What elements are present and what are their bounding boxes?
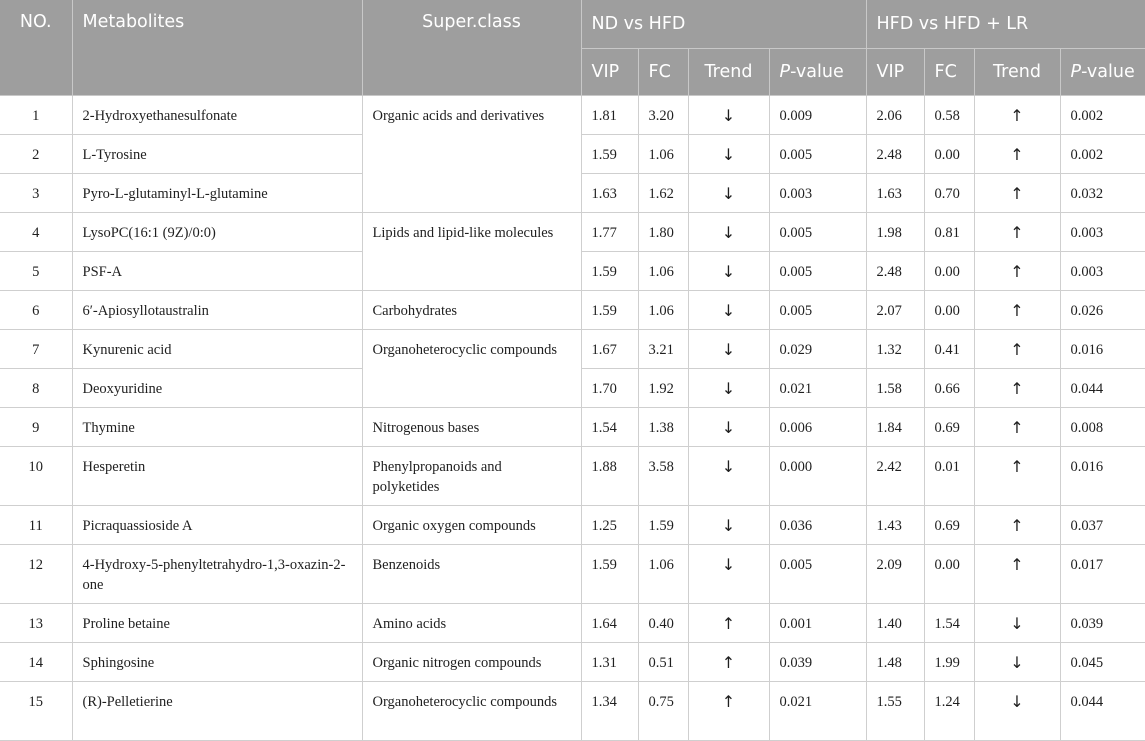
lr-fc: 0.70: [924, 174, 974, 213]
metabolite-name: Deoxyuridine: [72, 369, 362, 408]
nd-fc: 1.06: [638, 135, 688, 174]
nd-vip: 1.31: [581, 643, 638, 682]
lr-p-value: 0.002: [1060, 135, 1145, 174]
header-no: NO.: [0, 0, 72, 96]
nd-fc: 1.92: [638, 369, 688, 408]
nd-trend-arrow: ↑: [688, 682, 769, 741]
row-no: 10: [0, 447, 72, 506]
nd-fc: 1.80: [638, 213, 688, 252]
table-body: [0, 96, 1145, 741]
nd-fc: 1.06: [638, 545, 688, 604]
nd-fc: 0.75: [638, 682, 688, 741]
lr-fc: 0.66: [924, 369, 974, 408]
metabolite-name: 2-Hydroxyethanesulfonate: [72, 96, 362, 135]
nd-trend-arrow: ↑: [688, 643, 769, 682]
lr-p-value: 0.037: [1060, 506, 1145, 545]
lr-trend-arrow: ↓: [974, 682, 1060, 741]
header-group-hfd-vs-hfd-lr: HFD vs HFD + LR: [866, 0, 1145, 49]
nd-p-value: 0.003: [769, 174, 866, 213]
nd-p-value: 0.036: [769, 506, 866, 545]
lr-vip: 1.55: [866, 682, 924, 741]
row-no: 1: [0, 96, 72, 135]
lr-fc: 0.00: [924, 252, 974, 291]
lr-trend-arrow: ↓: [974, 643, 1060, 682]
row-no: 9: [0, 408, 72, 447]
row-no: 13: [0, 604, 72, 643]
header-metabolites: Metabolites: [72, 0, 362, 96]
nd-p-value: 0.021: [769, 682, 866, 741]
metabolite-name: PSF-A: [72, 252, 362, 291]
nd-trend-arrow: ↓: [688, 252, 769, 291]
row-no: 11: [0, 506, 72, 545]
metabolite-name: Hesperetin: [72, 447, 362, 506]
lr-vip: 2.09: [866, 545, 924, 604]
lr-vip: 1.32: [866, 330, 924, 369]
p-suffix: -value: [1081, 62, 1135, 82]
nd-p-value: 0.009: [769, 96, 866, 135]
nd-fc: 3.58: [638, 447, 688, 506]
lr-fc: 0.01: [924, 447, 974, 506]
nd-fc: 1.62: [638, 174, 688, 213]
lr-trend-arrow: ↑: [974, 330, 1060, 369]
lr-p-value: 0.002: [1060, 96, 1145, 135]
header-group-nd-vs-hfd: ND vs HFD: [581, 0, 866, 49]
superclass-cell: Amino acids: [362, 604, 581, 643]
lr-trend-arrow: ↑: [974, 213, 1060, 252]
lr-p-value: 0.008: [1060, 408, 1145, 447]
lr-fc: 0.00: [924, 291, 974, 330]
lr-p-value: 0.003: [1060, 252, 1145, 291]
lr-vip: 1.98: [866, 213, 924, 252]
nd-p-value: 0.029: [769, 330, 866, 369]
lr-vip: 2.06: [866, 96, 924, 135]
lr-trend-arrow: ↑: [974, 174, 1060, 213]
nd-p-value: 0.021: [769, 369, 866, 408]
nd-vip: 1.59: [581, 545, 638, 604]
header-vip: VIP: [866, 49, 924, 96]
lr-trend-arrow: ↑: [974, 96, 1060, 135]
row-no: 14: [0, 643, 72, 682]
nd-fc: 1.06: [638, 291, 688, 330]
table-header: [0, 0, 1145, 96]
superclass-cell: Organoheterocyclic compounds: [362, 682, 581, 741]
lr-trend-arrow: ↓: [974, 604, 1060, 643]
header-row-groups: [0, 0, 1145, 49]
nd-fc: 0.40: [638, 604, 688, 643]
metabolite-name: (R)-Pelletierine: [72, 682, 362, 741]
lr-trend-arrow: ↑: [974, 506, 1060, 545]
row-no: 5: [0, 252, 72, 291]
superclass-cell: Organic oxygen compounds: [362, 506, 581, 545]
table-row: [0, 213, 1145, 252]
nd-p-value: 0.005: [769, 135, 866, 174]
nd-fc: 1.59: [638, 506, 688, 545]
nd-p-value: 0.039: [769, 643, 866, 682]
lr-fc: 1.24: [924, 682, 974, 741]
lr-trend-arrow: ↑: [974, 369, 1060, 408]
lr-fc: 0.58: [924, 96, 974, 135]
metabolite-name: Sphingosine: [72, 643, 362, 682]
table-row: [0, 506, 1145, 545]
lr-vip: 2.42: [866, 447, 924, 506]
p-letter: P: [1070, 62, 1082, 82]
superclass-cell: Lipids and lipid-like molecules: [362, 213, 581, 291]
lr-p-value: 0.026: [1060, 291, 1145, 330]
header-fc: FC: [924, 49, 974, 96]
nd-vip: 1.67: [581, 330, 638, 369]
nd-p-value: 0.001: [769, 604, 866, 643]
row-no: 8: [0, 369, 72, 408]
superclass-cell: Organic acids and derivatives: [362, 96, 581, 213]
lr-vip: 1.43: [866, 506, 924, 545]
lr-fc: 0.41: [924, 330, 974, 369]
lr-p-value: 0.039: [1060, 604, 1145, 643]
row-no: 15: [0, 682, 72, 741]
nd-vip: 1.88: [581, 447, 638, 506]
nd-trend-arrow: ↓: [688, 408, 769, 447]
nd-trend-arrow: ↓: [688, 447, 769, 506]
lr-trend-arrow: ↑: [974, 545, 1060, 604]
p-letter: P: [779, 62, 791, 82]
nd-vip: 1.25: [581, 506, 638, 545]
nd-trend-arrow: ↓: [688, 174, 769, 213]
nd-vip: 1.64: [581, 604, 638, 643]
nd-p-value: 0.005: [769, 213, 866, 252]
superclass-cell: Organic nitrogen compounds: [362, 643, 581, 682]
lr-vip: 1.84: [866, 408, 924, 447]
nd-trend-arrow: ↑: [688, 604, 769, 643]
lr-fc: 0.69: [924, 506, 974, 545]
lr-fc: 0.00: [924, 135, 974, 174]
nd-p-value: 0.005: [769, 545, 866, 604]
lr-fc: 1.54: [924, 604, 974, 643]
lr-p-value: 0.044: [1060, 369, 1145, 408]
superclass-cell: Organoheterocyclic compounds: [362, 330, 581, 408]
nd-vip: 1.77: [581, 213, 638, 252]
header-trend: Trend: [974, 49, 1060, 96]
nd-vip: 1.59: [581, 135, 638, 174]
table-row: [0, 604, 1145, 643]
lr-trend-arrow: ↑: [974, 447, 1060, 506]
nd-trend-arrow: ↓: [688, 291, 769, 330]
lr-trend-arrow: ↑: [974, 291, 1060, 330]
nd-vip: 1.54: [581, 408, 638, 447]
lr-vip: 1.40: [866, 604, 924, 643]
nd-p-value: 0.006: [769, 408, 866, 447]
nd-p-value: 0.005: [769, 252, 866, 291]
header-p-value: [1060, 49, 1145, 96]
metabolite-name: Kynurenic acid: [72, 330, 362, 369]
lr-p-value: 0.044: [1060, 682, 1145, 741]
nd-vip: 1.81: [581, 96, 638, 135]
metabolite-name: L-Tyrosine: [72, 135, 362, 174]
nd-fc: 0.51: [638, 643, 688, 682]
table-row: [0, 545, 1145, 604]
lr-vip: 1.58: [866, 369, 924, 408]
nd-fc: 1.38: [638, 408, 688, 447]
row-no: 2: [0, 135, 72, 174]
nd-vip: 1.59: [581, 291, 638, 330]
nd-fc: 1.06: [638, 252, 688, 291]
lr-p-value: 0.003: [1060, 213, 1145, 252]
header-p-value: [769, 49, 866, 96]
superclass-cell: Carbohydrates: [362, 291, 581, 330]
table-row: [0, 96, 1145, 135]
row-no: 3: [0, 174, 72, 213]
nd-trend-arrow: ↓: [688, 96, 769, 135]
metabolite-name: Proline betaine: [72, 604, 362, 643]
lr-fc: 0.81: [924, 213, 974, 252]
table-row: [0, 291, 1145, 330]
nd-vip: 1.70: [581, 369, 638, 408]
lr-vip: 2.07: [866, 291, 924, 330]
nd-trend-arrow: ↓: [688, 135, 769, 174]
lr-fc: 0.69: [924, 408, 974, 447]
metabolite-name: Pyro-L-glutaminyl-L-glutamine: [72, 174, 362, 213]
lr-vip: 1.63: [866, 174, 924, 213]
metabolite-name: Thymine: [72, 408, 362, 447]
lr-p-value: 0.016: [1060, 447, 1145, 506]
table-row: [0, 643, 1145, 682]
lr-trend-arrow: ↑: [974, 135, 1060, 174]
header-fc: FC: [638, 49, 688, 96]
lr-vip: 2.48: [866, 135, 924, 174]
lr-fc: 1.99: [924, 643, 974, 682]
lr-vip: 1.48: [866, 643, 924, 682]
nd-trend-arrow: ↓: [688, 545, 769, 604]
superclass-cell: Nitrogenous bases: [362, 408, 581, 447]
metabolite-name: 4-Hydroxy-5-phenyltetrahydro-1,3-oxazin-2-one: [72, 545, 362, 604]
p-suffix: -value: [790, 62, 844, 82]
metabolite-name: 6′-Apiosyllotaustralin: [72, 291, 362, 330]
nd-vip: 1.34: [581, 682, 638, 741]
row-no: 6: [0, 291, 72, 330]
lr-trend-arrow: ↑: [974, 252, 1060, 291]
header-superclass: Super.class: [362, 0, 581, 96]
nd-p-value: 0.000: [769, 447, 866, 506]
lr-p-value: 0.016: [1060, 330, 1145, 369]
row-no: 12: [0, 545, 72, 604]
nd-vip: 1.63: [581, 174, 638, 213]
table-row: [0, 408, 1145, 447]
lr-trend-arrow: ↑: [974, 408, 1060, 447]
lr-fc: 0.00: [924, 545, 974, 604]
nd-p-value: 0.005: [769, 291, 866, 330]
table-row: [0, 447, 1145, 506]
superclass-cell: Benzenoids: [362, 545, 581, 604]
lr-p-value: 0.045: [1060, 643, 1145, 682]
nd-trend-arrow: ↓: [688, 330, 769, 369]
table-row: [0, 682, 1145, 741]
nd-vip: 1.59: [581, 252, 638, 291]
lr-p-value: 0.032: [1060, 174, 1145, 213]
nd-trend-arrow: ↓: [688, 506, 769, 545]
lr-p-value: 0.017: [1060, 545, 1145, 604]
lr-vip: 2.48: [866, 252, 924, 291]
header-vip: VIP: [581, 49, 638, 96]
nd-fc: 3.20: [638, 96, 688, 135]
nd-trend-arrow: ↓: [688, 369, 769, 408]
superclass-cell: Phenylpropanoids and polyketides: [362, 447, 581, 506]
header-trend: Trend: [688, 49, 769, 96]
row-no: 4: [0, 213, 72, 252]
table-row: [0, 330, 1145, 369]
nd-trend-arrow: ↓: [688, 213, 769, 252]
nd-fc: 3.21: [638, 330, 688, 369]
metabolite-name: LysoPC(16:1 (9Z)/0:0): [72, 213, 362, 252]
row-no: 7: [0, 330, 72, 369]
metabolite-name: Picraquassioside A: [72, 506, 362, 545]
